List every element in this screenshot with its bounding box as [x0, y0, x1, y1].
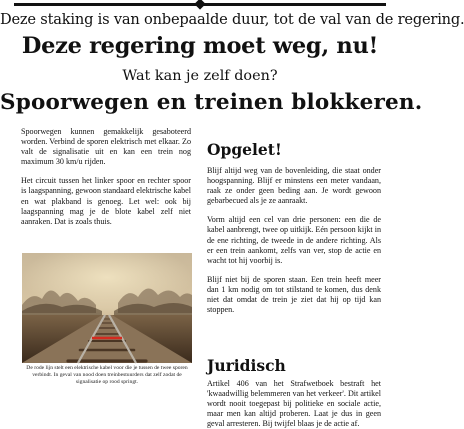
headline-block-railways: Spoorwegen en treinen blokkeren.	[0, 90, 423, 115]
ornament	[110, 0, 290, 8]
photo-caption: De rode lijn stelt een elektrische kabel voor die je tussen de twee sporen verbindt. In geval van nood doen treinbestuurders dat zelf zodat de signalisatie op rood springt.	[26, 365, 188, 385]
section-title-opgelet: Opgelet!	[207, 140, 282, 159]
section-title-juridisch: Juridisch	[207, 356, 286, 375]
right-paragraph: Vorm altijd een cel van drie personen: een die de kabel aanbrengt, twee op uitkijk. Eén persoon kijkt in de ene richting, de tweede in de andere richting. Als er een trein aankomt, zelfs van ver, stop de actie en wacht tot hij voorbij is.	[207, 215, 381, 265]
headline-what-can-you-do: Wat kan je zelf doen?	[122, 68, 278, 84]
right-paragraph: Blijf niet bij de sporen staan. Een trein heeft meer dan 1 km nodig om tot stilstand te komen, dus denk niet dat omdat de trein je ziet dat hij op tijd kan stoppen.	[207, 274, 381, 315]
left-paragraph: Spoorwegen kunnen gemakkelijk gesaboteerd worden. Verbind de sporen elektrisch met elkaar. Zo valt de signalisatie uit en kan een trein nog maximum 30 km/u rijden.	[21, 127, 191, 167]
right-paragraph: Blijf altijd weg van de bovenleiding, die staat onder hoogspanning. Blijf er minstens een meter vandaan, raak ze onder geen beding aan. Je wordt gewoon gebarbecued als je ze aanraakt.	[207, 166, 381, 206]
left-paragraph: Het circuit tussen het linker spoor en rechter spoor is laagspanning, gewoon standaard elektrische kabel en wat plakband is genoeg. Let wel: ook bij laagspanning mag je de blote kabel zelf niet aanraken. Dat is zoals thuis.	[21, 176, 191, 226]
railway-photo	[22, 253, 192, 363]
headline-strike-duration: Deze staking is van onbepaalde duur, tot de val van de regering.	[0, 11, 464, 28]
juridisch-text: Artikel 406 van het Strafwetboek bestraft het 'kwaadwillig belemmeren van het verkeer'. Dit artikel wordt nooit toegepast bij politieke en sociale actie, maar men kan altijd proberen. Laat je dus in geen geval arresteren. Bij twijfel blaas je de actie af.	[207, 379, 381, 429]
right-column	[207, 166, 381, 324]
railway-photo-illustration	[22, 253, 192, 363]
left-column	[21, 127, 191, 236]
headline-government-must-go: Deze regering moet weg, nu!	[21, 33, 379, 59]
